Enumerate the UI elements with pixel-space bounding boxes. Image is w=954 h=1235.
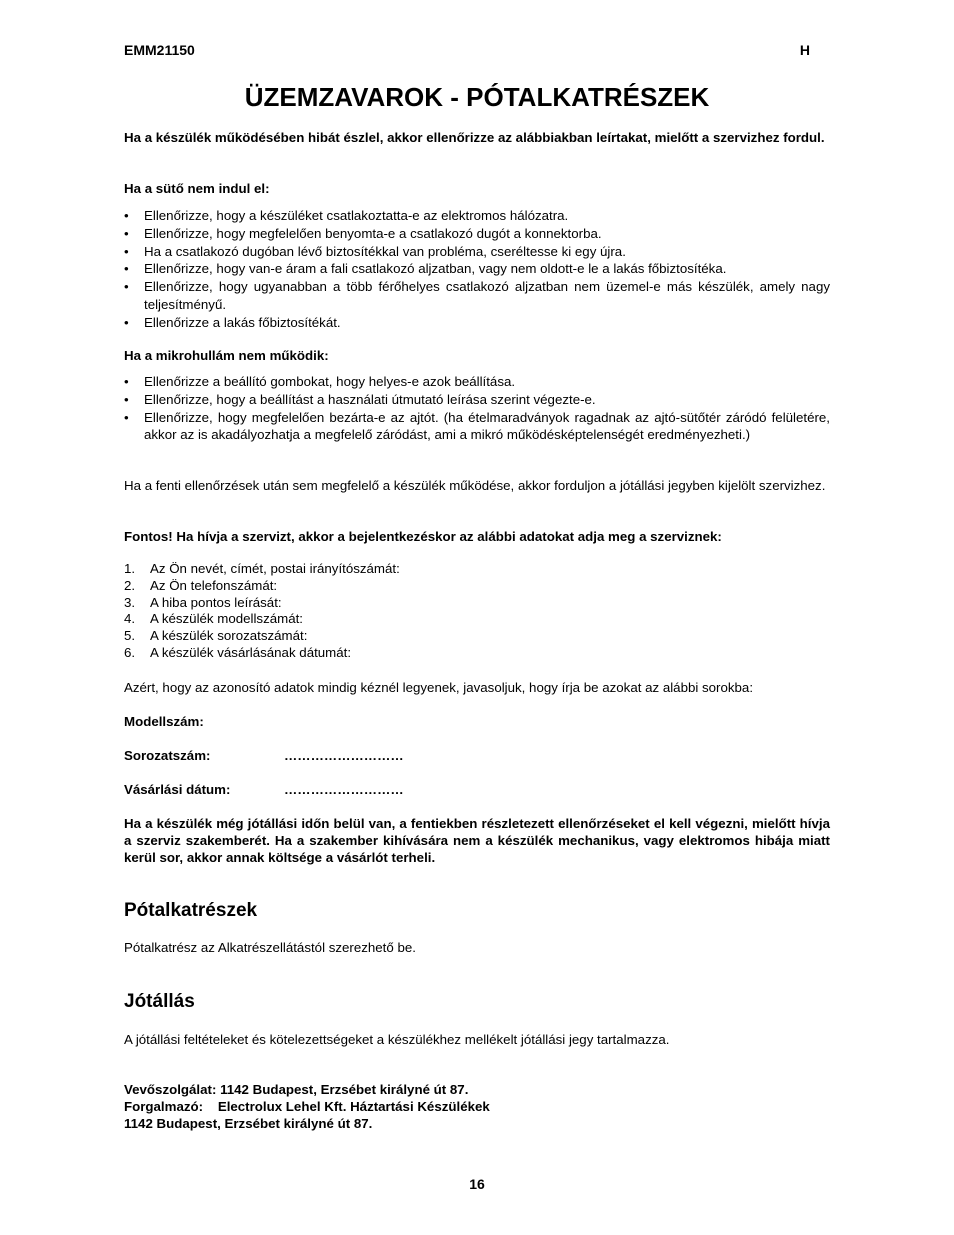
list-item: • Ellenőrizze, hogy a beállítást a használati útmutató leírása szerint végezte-e. — [124, 391, 596, 407]
bullet-icon: • — [124, 261, 129, 277]
warranty-heading: Jótállás — [124, 991, 195, 1012]
microwave-heading: Ha a mikrohullám nem működik: — [124, 348, 329, 363]
bullet-icon: • — [124, 243, 129, 259]
bullet-icon: • — [124, 374, 129, 389]
list-item: • Ellenőrizze, hogy a készüléket csatlakoztatta-e az elektromos hálózatra. — [124, 208, 569, 223]
parts-text: Pótalkatrész az Alkatrészellátástól szerezhető be. — [124, 940, 416, 955]
oven-checklist — [124, 207, 830, 332]
intro-paragraph: Ha a készülék működésében hibát észlel, akkor ellenőrizze az alábbiakban leírtakat, mielőtt a szervizhez fordul. — [124, 130, 825, 145]
list-item: 4. A készülék modellszámát: — [124, 611, 303, 627]
list-item: • Ellenőrizze a lakás főbiztosítékát. — [124, 314, 341, 330]
after-check-paragraph: Ha a fenti ellenőrzések után sem megfelelő a készülék működése, akkor forduljon a jótállási jegyben kijelölt szervizhez. — [124, 478, 826, 493]
list-item: 3. A hiba pontos leírását: — [124, 594, 282, 610]
bullet-icon: • — [124, 314, 129, 330]
service-data-list — [124, 561, 830, 662]
model-field-label: Modellszám: — [124, 714, 204, 729]
serial-field-label: Sorozatszám: — [124, 748, 211, 763]
microwave-checklist — [124, 373, 830, 444]
date-field-label: Vásárlási dátum: — [124, 782, 231, 797]
list-item: 5. A készülék sorozatszámát: — [124, 628, 308, 644]
list-item: 2. Az Ön telefonszámát: — [124, 577, 278, 593]
oven-heading: Ha a sütő nem indul el: — [124, 181, 270, 196]
list-item: • Ha a csatlakozó dugóban lévő biztosítékkal van probléma, cseréltesse ki egy újra. — [124, 243, 626, 259]
address-line: 1142 Budapest, Erzsébet királyné út 87. — [124, 1116, 373, 1131]
model-number: EMM21150 — [124, 42, 195, 58]
contact-block — [124, 1081, 830, 1132]
list-item: • Ellenőrizze, hogy megfelelően bezárta-e az ajtót. (ha ételmaradványok ragadnak az ajtó-sütőtér záródó felületére, akkor az is akadályozhatja a megfelelő záródást, ami a mikró működésképtelenségét eredményezheti.) — [124, 409, 830, 443]
serial-field-blank: ……………………… — [284, 748, 404, 763]
important-note: Fontos! Ha hívja a szervizt, akkor a bejelentkezéskor az alábbi adatokat adja meg a szerviznek: — [124, 529, 722, 544]
list-item: • Ellenőrizze, hogy ugyanabban a több férőhelyes csatlakozó aljzatban nem üzemel-e más készülék, amely nagy teljesítményű. — [124, 279, 830, 312]
date-field-blank: ……………………… — [284, 782, 404, 797]
bullet-icon: • — [124, 409, 129, 425]
page-number: 16 — [469, 1176, 485, 1192]
page-header — [124, 42, 830, 60]
page-title: ÜZEMZAVAROK - PÓTALKATRÉSZEK — [244, 82, 710, 112]
list-item: • Ellenőrizze, hogy megfelelően benyomta-e a csatlakozó dugót a konnektorba. — [124, 225, 602, 241]
bullet-icon: • — [124, 279, 129, 295]
bullet-icon: • — [124, 391, 129, 407]
distributor-line: Forgalmazó: Electrolux Lehel Kft. Háztartási Készülékek — [124, 1099, 490, 1114]
note-paragraph: Azért, hogy az azonosító adatok mindig kéznél legyenek, javasoljuk, hogy írja be azokat az alábbi sorokba: — [124, 680, 754, 695]
warranty-text: A jótállási feltételeket és kötelezettségeket a készülékhez mellékelt jótállási jegy tartalmazza. — [124, 1032, 670, 1047]
parts-heading: Pótalkatrészek — [124, 900, 258, 921]
warranty-warning: Ha a készülék még jótállási időn belül van, a fentiekben részletezett ellenőrzéseket el kell végezni, mielőtt hívja a szerviz szakemberét. Ha a szakember kihívására nem a készülék mechanikus, vagy elektromos hibája miatt kerül sor, akkor annak költsége a vásárlót terheli. — [124, 816, 830, 865]
list-item: • Ellenőrizze a beállító gombokat, hogy helyes-e azok beállítása. — [124, 374, 516, 389]
list-item: 1. Az Ön nevét, címét, postai irányítószámát: — [124, 561, 400, 576]
customer-service-line: Vevőszolgálat: 1142 Budapest, Erzsébet királyné út 87. — [124, 1082, 469, 1097]
list-item: • Ellenőrizze, hogy van-e áram a fali csatlakozó aljzatban, vagy nem oldott-e le a lakás főbiztosítéka. — [124, 261, 727, 277]
list-item: 6. A készülék vásárlásának dátumát: — [124, 644, 352, 660]
bullet-icon: • — [124, 208, 129, 223]
language-code: H — [799, 42, 810, 58]
bullet-icon: • — [124, 225, 129, 241]
